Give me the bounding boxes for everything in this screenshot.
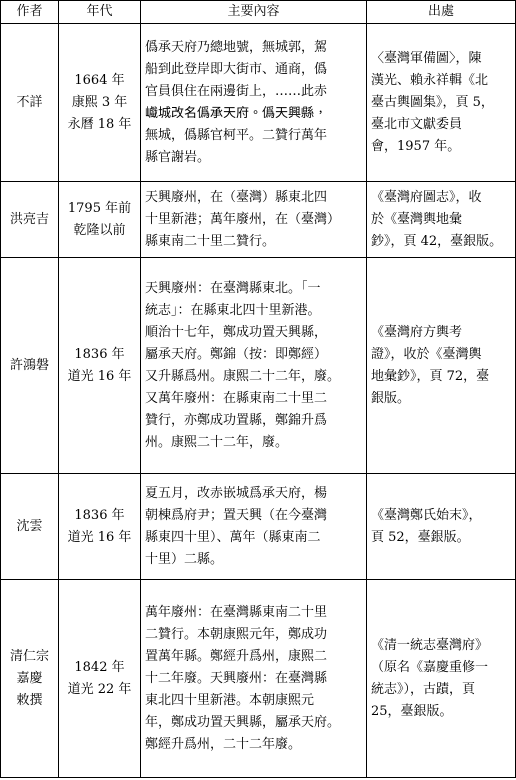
cell-source-line: 銀版。	[371, 390, 411, 406]
cell-author	[1, 258, 59, 474]
cell-content-line: 僞承天府乃總地號，無城郭，駕	[145, 39, 328, 55]
header-era: 年代	[59, 1, 141, 24]
cell-era-line: 1795 年前	[67, 200, 132, 216]
cell-content	[141, 580, 367, 778]
cell-era-line: 乾隆以前	[73, 222, 126, 238]
cell-content-line: 順治十七年，鄭成功置天興縣，	[145, 324, 328, 340]
cell-source-line: 臺古輿圖集》，頁 5，	[371, 94, 494, 110]
cell-content-line: 年，鄭成功置天興縣，屬承天府。	[145, 714, 341, 730]
cell-source-line: 《臺灣鄭氏始末》，	[371, 507, 482, 523]
cell-content	[141, 258, 367, 474]
cell-era-line: 1842 年	[74, 659, 125, 675]
cell-era	[59, 258, 141, 474]
cell-content-line: 萬年廢州：在臺灣縣東南二十里	[145, 604, 328, 620]
cell-source-line: 25，臺銀版。	[371, 703, 453, 719]
cell-source	[367, 24, 516, 182]
cell-author-line: 不詳	[16, 94, 43, 110]
cell-era-line: 1836 年	[74, 346, 125, 362]
cell-content	[141, 182, 367, 258]
header-content: 主要內容	[141, 1, 367, 24]
table-body	[1, 24, 516, 778]
cell-era-line: 道光 16 年	[67, 529, 132, 545]
cell-author-line: 嘉慶	[16, 670, 43, 686]
cell-content-line: 官員俱住在兩邊街上，……此赤	[145, 83, 328, 99]
cell-content-line: 朝棟爲府尹；置天興（在今臺灣	[145, 507, 328, 523]
cell-author-line: 許鴻磐	[9, 357, 49, 373]
cell-source-line: （原名《嘉慶重修一	[371, 659, 489, 675]
cell-content-line: 鄭經升爲州，二十二年廢。	[145, 736, 302, 752]
cell-content-line: 縣官謝岩。	[145, 149, 211, 165]
cell-content-line: 縣東四十里）、萬年（縣東南二	[145, 529, 321, 545]
cell-source	[367, 182, 516, 258]
cell-author	[1, 24, 59, 182]
cell-era-line: 康熙 3 年	[71, 94, 128, 110]
header-row	[1, 1, 516, 24]
cell-content-line: 十二年廢。天興廢州：在臺灣縣	[145, 670, 328, 686]
cell-author	[1, 474, 59, 580]
table-row	[1, 258, 516, 474]
cell-era-line: 1836 年	[74, 507, 125, 523]
cell-content-line: 又萬年廢州：在縣東南二十里二	[145, 390, 328, 406]
cell-source-line: 統志》），古蹟，頁	[371, 681, 476, 697]
cell-source-line: 證》，收於《臺灣輿	[371, 346, 482, 362]
cell-source-line: 地彙鈔》，頁 72，臺	[371, 368, 490, 384]
cell-content-line: 夏五月，改赤嵌城爲承天府，楊	[145, 485, 328, 501]
cell-source-line: 於《臺灣輿地彙	[371, 211, 463, 227]
cell-source-line: 漢光、賴永祥輯《北	[371, 72, 489, 88]
header-source: 出處	[367, 1, 516, 24]
cell-era	[59, 474, 141, 580]
cell-content-line: 州。康熙二十二年，廢。	[145, 434, 289, 450]
cell-author-line: 敕撰	[16, 692, 43, 708]
cell-source-line: 頁 52，臺銀版。	[371, 529, 470, 545]
cell-content-line: 十里）二縣。	[145, 551, 224, 567]
cell-author	[1, 182, 59, 258]
cell-content-line: 贊行，亦鄭成功置縣，鄭錦升爲	[145, 412, 328, 428]
table-row	[1, 182, 516, 258]
cell-era-line: 道光 16 年	[67, 368, 132, 384]
cell-content-line: 縣東南二十里二贊行。	[145, 233, 276, 249]
table-row	[1, 580, 516, 778]
table-row	[1, 474, 516, 580]
cell-source-line: 《臺灣府方輿考	[371, 324, 463, 340]
cell-content-line: 又升縣爲州。康熙二十二年，廢。	[145, 368, 341, 384]
cell-content-line: 船到此登岸即大街市、通商，僞	[145, 61, 328, 77]
cell-content-line: 二贊行。本朝康熙元年，鄭成功	[145, 626, 328, 642]
cell-era	[59, 580, 141, 778]
cell-author	[1, 580, 59, 778]
cell-source	[367, 474, 516, 580]
cell-content-line: 𡾟城改名僞承天府。僞天興縣，	[145, 105, 328, 121]
cell-source-line: 《臺灣府圖志》，收	[371, 189, 482, 205]
cell-era-line: 永曆 18 年	[67, 116, 132, 132]
cell-author-line: 沈雲	[16, 518, 43, 534]
cell-era-line: 1664 年	[74, 72, 125, 88]
cell-source-line: 臺北市文獻委員	[371, 116, 463, 132]
cell-source-line: 會，1957 年。	[371, 138, 461, 154]
cell-source	[367, 580, 516, 778]
cell-source-line: 《清一統志臺灣府》	[371, 637, 489, 653]
cell-content-line: 天興廢州：在臺灣縣東北。「一	[145, 280, 321, 296]
cell-content-line: 十里新港；萬年廢州，在（臺灣）	[145, 211, 341, 227]
cell-era	[59, 24, 141, 182]
cell-content-line: 統志」：在縣東北四十里新港。	[145, 302, 321, 318]
cell-author-line: 洪亮吉	[9, 211, 49, 227]
cell-source	[367, 258, 516, 474]
cell-content-line: 天興廢州，在（臺灣）縣東北四	[145, 189, 328, 205]
cell-content	[141, 474, 367, 580]
cell-content	[141, 24, 367, 182]
table-row	[1, 24, 516, 182]
cell-era-line: 道光 22 年	[67, 681, 132, 697]
cell-content-line: 屬承天府。鄭錦（按：即鄭經）	[145, 346, 328, 362]
header-author: 作者	[1, 1, 59, 24]
cell-author-line: 清仁宗	[9, 648, 49, 664]
cell-source-line: 〈臺灣軍備圖〉，陳	[371, 50, 482, 66]
cell-content-line: 東北四十里新港。本朝康熙元	[145, 692, 315, 708]
cell-source-line: 鈔》，頁 42，臺銀版。	[371, 233, 503, 249]
cell-era	[59, 182, 141, 258]
cell-content-line: 置萬年縣。鄭經升爲州，康熙二	[145, 648, 328, 664]
cell-content-line: 無城，僞縣官柯平。二贊行萬年	[145, 127, 328, 143]
